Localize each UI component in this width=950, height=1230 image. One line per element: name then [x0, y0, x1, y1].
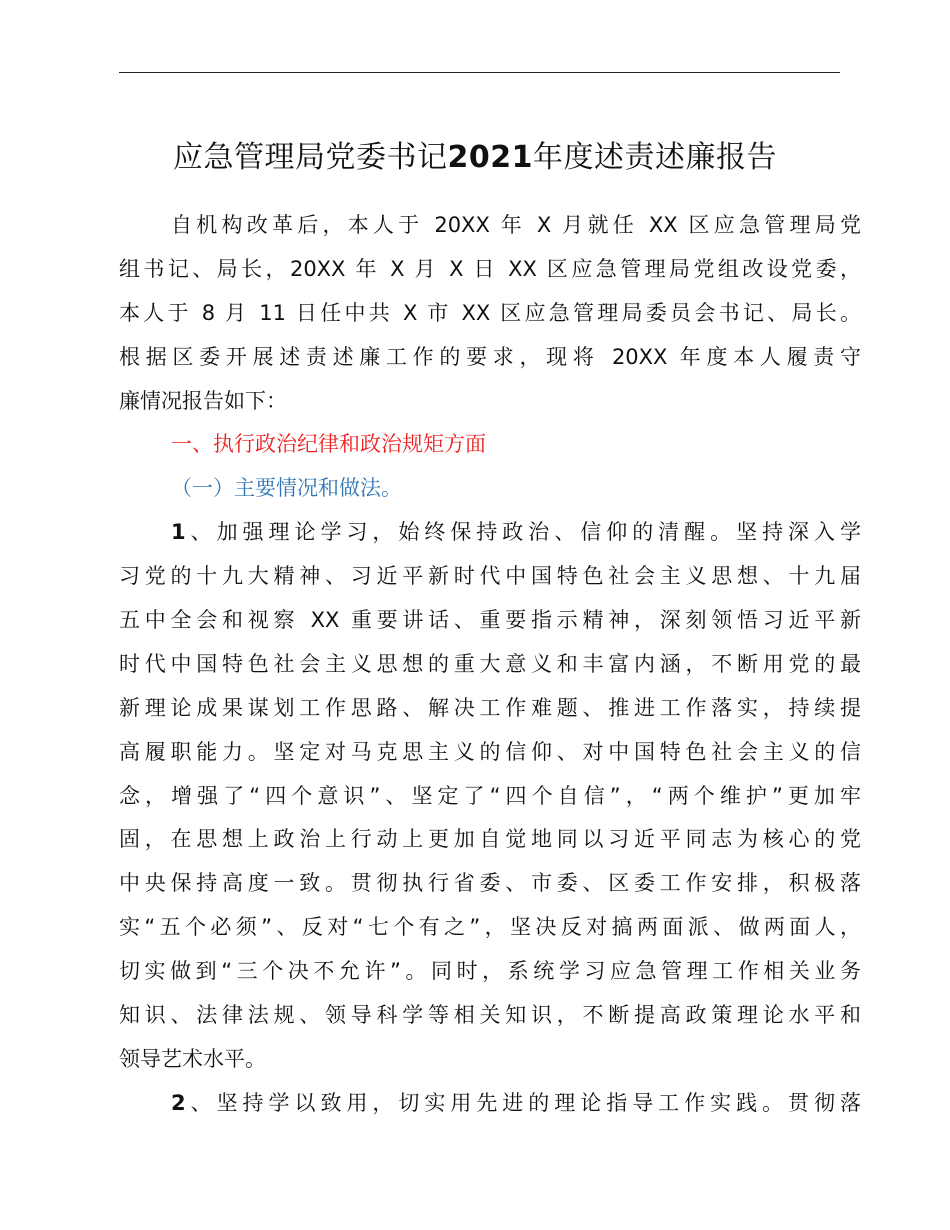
item-1-line: 念，增强了“四个意识”、坚定了“四个自信”，“两个维护”更加牢 — [119, 783, 861, 808]
item-2-first-line — [119, 1082, 861, 1126]
item-1-first-line-text: 、加强理论学习，始终保持政治、信仰的清醒。坚持深入学 — [185, 520, 861, 545]
item-2-first-line-text: 、坚持学以致用，切实用先进的理论指导工作实践。贯彻落 — [185, 1090, 861, 1115]
intro-line: 根据区委开展述责述廉工作的要求，现将 20XX 年度本人履责守 — [119, 344, 861, 369]
title-part-2: 年度述责述廉报告 — [533, 140, 777, 175]
item-1-first-line — [119, 511, 861, 555]
item-1-line: 新理论成果谋划工作思路、解决工作难题、推进工作落实，持续提 — [119, 695, 861, 720]
item-1-line: 高履职能力。坚定对马克思主义的信仰、对中国特色社会主义的信 — [119, 739, 861, 764]
item-1-line: 时代中国特色社会主义思想的重大意义和丰富内涵，不断用党的最 — [119, 651, 861, 676]
title-year: 2021 — [447, 140, 533, 175]
item-1-line: 习党的十九大精神、习近平新时代中国特色社会主义思想、十九届 — [119, 564, 861, 589]
item-1-line: 知识、法律法规、领导科学等相关知识，不断提高政策理论水平和 — [119, 1003, 861, 1028]
header-rule — [119, 72, 840, 73]
item-1-line: 切实做到“三个决不允许”。同时，系统学习应急管理工作相关业务 — [119, 959, 861, 984]
item-1-line: 固，在思想上政治上行动上更加自觉地同以习近平同志为核心的党 — [119, 827, 861, 852]
item-1-line: 中央保持高度一致。贯彻执行省委、市委、区委工作安排，积极落 — [119, 871, 861, 896]
intro-line: 本人于 8 月 11 日任中共 X 市 XX 区应急管理局委员会书记、局长。 — [119, 300, 861, 325]
section-heading-1: 一、执行政治纪律和政治规矩方面 — [171, 432, 486, 457]
intro-line: 廉情况报告如下： — [119, 388, 287, 413]
item-1-number: 1 — [171, 520, 186, 545]
item-1-paragraph — [119, 511, 861, 1082]
item-1-line: 五中全会和视察 XX 重要讲话、重要指示精神，深刻领悟习近平新 — [119, 608, 861, 633]
intro-line: 组书记、局长，20XX 年 X 月 X 日 XX 区应急管理局党组改设党委， — [119, 256, 861, 281]
intro-line: 自机构改革后，本人于 20XX 年 X 月就任 XX 区应急管理局党 — [171, 213, 861, 237]
intro-paragraph — [119, 204, 861, 423]
item-1-line: 实“五个必须”、反对“七个有之”，坚决反对搞两面派、做两面人， — [119, 915, 861, 940]
item-2-paragraph — [119, 1082, 861, 1126]
title-part-1: 应急管理局党委书记 — [173, 140, 448, 175]
document-body — [119, 204, 861, 1126]
item-2-number: 2 — [171, 1090, 186, 1115]
document-title — [0, 136, 950, 180]
subsection-heading: （一）主要情况和做法。 — [171, 476, 402, 501]
item-1-line: 领导艺术水平。 — [119, 1046, 266, 1071]
